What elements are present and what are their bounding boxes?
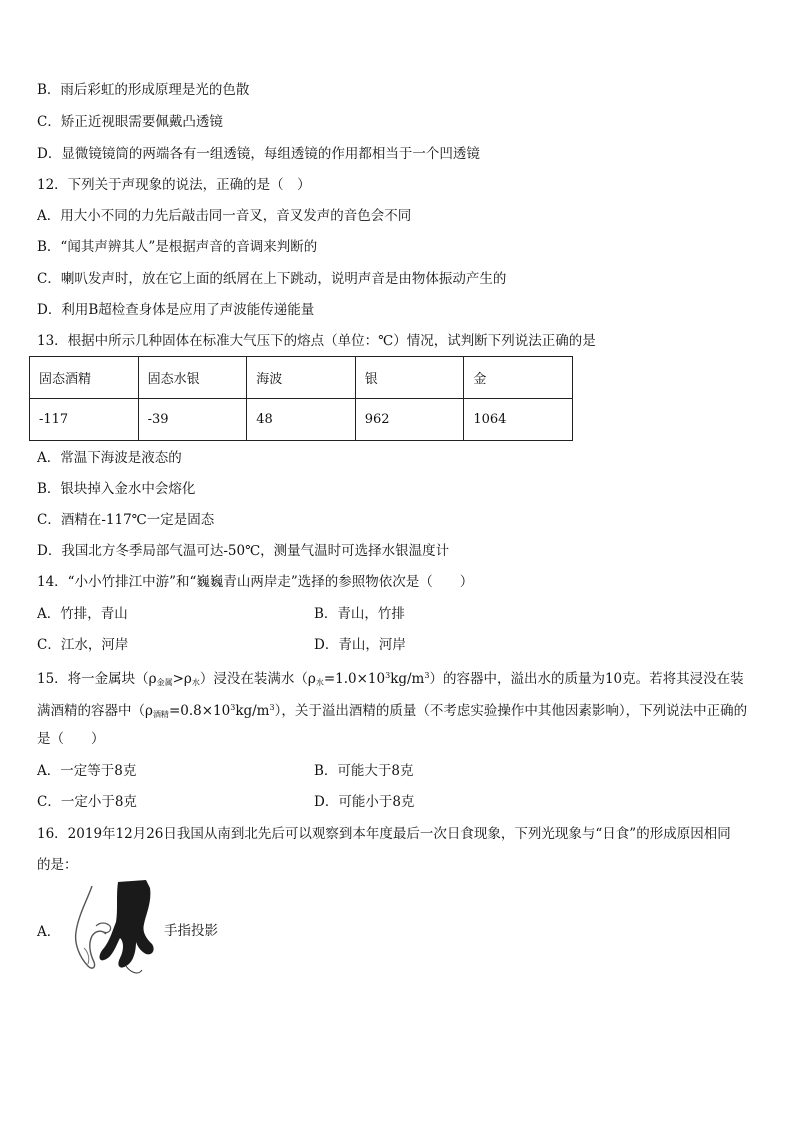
q15-stem-line1: 15．将一金属块$(\rho_{金属}>\rho_水)$浸没在装满水$(\rho_水=1.0\times 10^3kg/m^3)$的容器中，溢出水的质量为10克。若将其浸没在装 bbox=[37, 671, 744, 687]
q16-option-a-caption: 手指投影 bbox=[164, 923, 218, 939]
q14-option-c: C．江水，河岸 bbox=[37, 637, 129, 653]
q12-option-c: C．喇叭发声时，放在它上面的纸屑在上下跳动，说明声音是由物体振动产生的 bbox=[37, 271, 507, 287]
q15-option-a: A．一定等于8克 bbox=[37, 763, 137, 779]
q14-stem: 14．“小小竹排江中游”和“巍巍青山两岸走”选择的参照物依次是（ ） bbox=[37, 574, 474, 590]
table-cell: 962 bbox=[355, 399, 464, 441]
table-cell: 银 bbox=[355, 357, 464, 399]
q12-option-a: A．用大小不同的力先后敲击同一音叉，音叉发声的音色会不同 bbox=[37, 208, 412, 224]
hand-shadow-image bbox=[66, 878, 162, 982]
q15-option-c: C．一定小于8克 bbox=[37, 794, 137, 810]
q11-option-b: B．雨后彩虹的形成原理是光的色散 bbox=[37, 82, 250, 98]
q13-option-d: D．我国北方冬季局部气温可达-50℃，测量气温时可选择水银温度计 bbox=[37, 543, 450, 559]
q14-option-b: B．青山，竹排 bbox=[314, 606, 405, 622]
q14-option-d: D．青山，河岸 bbox=[314, 637, 406, 653]
q15-option-d: D．可能小于8克 bbox=[314, 794, 415, 810]
q13-option-c: C．酒精在-117℃一定是固态 bbox=[37, 512, 215, 528]
q16-stem-line2: 的是： bbox=[37, 857, 78, 873]
q14-option-a: A．竹排，青山 bbox=[37, 606, 128, 622]
q11-option-c: C．矫正近视眼需要佩戴凸透镜 bbox=[37, 114, 223, 130]
table-cell: 金 bbox=[464, 357, 573, 399]
melting-point-table bbox=[29, 356, 573, 441]
table-cell: -117 bbox=[30, 399, 139, 441]
q15-stem-line3: 是（ ） bbox=[37, 731, 105, 747]
q12-option-b: B．“闻其声辨其人”是根据声音的音调来判断的 bbox=[37, 239, 318, 255]
q13-option-b: B．银块掉入金水中会熔化 bbox=[37, 481, 196, 497]
q16-option-a-label: A． bbox=[37, 924, 61, 940]
table-cell: 海波 bbox=[247, 357, 356, 399]
table-value-row bbox=[30, 399, 573, 441]
table-header-row bbox=[30, 357, 573, 399]
q12-stem: 12．下列关于声现象的说法，正确的是（ ） bbox=[37, 177, 311, 193]
q15-stem-line2: 满酒精的容器中$(\rho_{酒精}=0.8\times 10^3kg/m^3)$，关于溢出酒精的质量（不考虑实验操作中其他因素影响），下列说法中正确的 bbox=[37, 703, 748, 719]
table-cell: 固态水银 bbox=[138, 357, 247, 399]
table-cell: -39 bbox=[138, 399, 247, 441]
q13-option-a: A．常温下海波是液态的 bbox=[37, 450, 182, 466]
q15-option-b: B．可能大于8克 bbox=[314, 763, 414, 779]
table-cell: 固态酒精 bbox=[30, 357, 139, 399]
table-cell: 1064 bbox=[464, 399, 573, 441]
q13-stem: 13．根据中所示几种固体在标准大气压下的熔点（单位：℃）情况，试判断下列说法正确的是 bbox=[37, 333, 596, 349]
table-cell: 48 bbox=[247, 399, 356, 441]
q16-stem-line1: 16．2019年12月26日我国从南到北先后可以观察到本年度最后一次日食现象，下列光现象与“日食”的形成原因相同 bbox=[37, 826, 731, 842]
q11-option-d: D．显微镜镜筒的两端各有一组透镜，每组透镜的作用都相当于一个凹透镜 bbox=[37, 146, 480, 162]
q12-option-d: D．利用B超检查身体是应用了声波能传递能量 bbox=[37, 302, 315, 318]
